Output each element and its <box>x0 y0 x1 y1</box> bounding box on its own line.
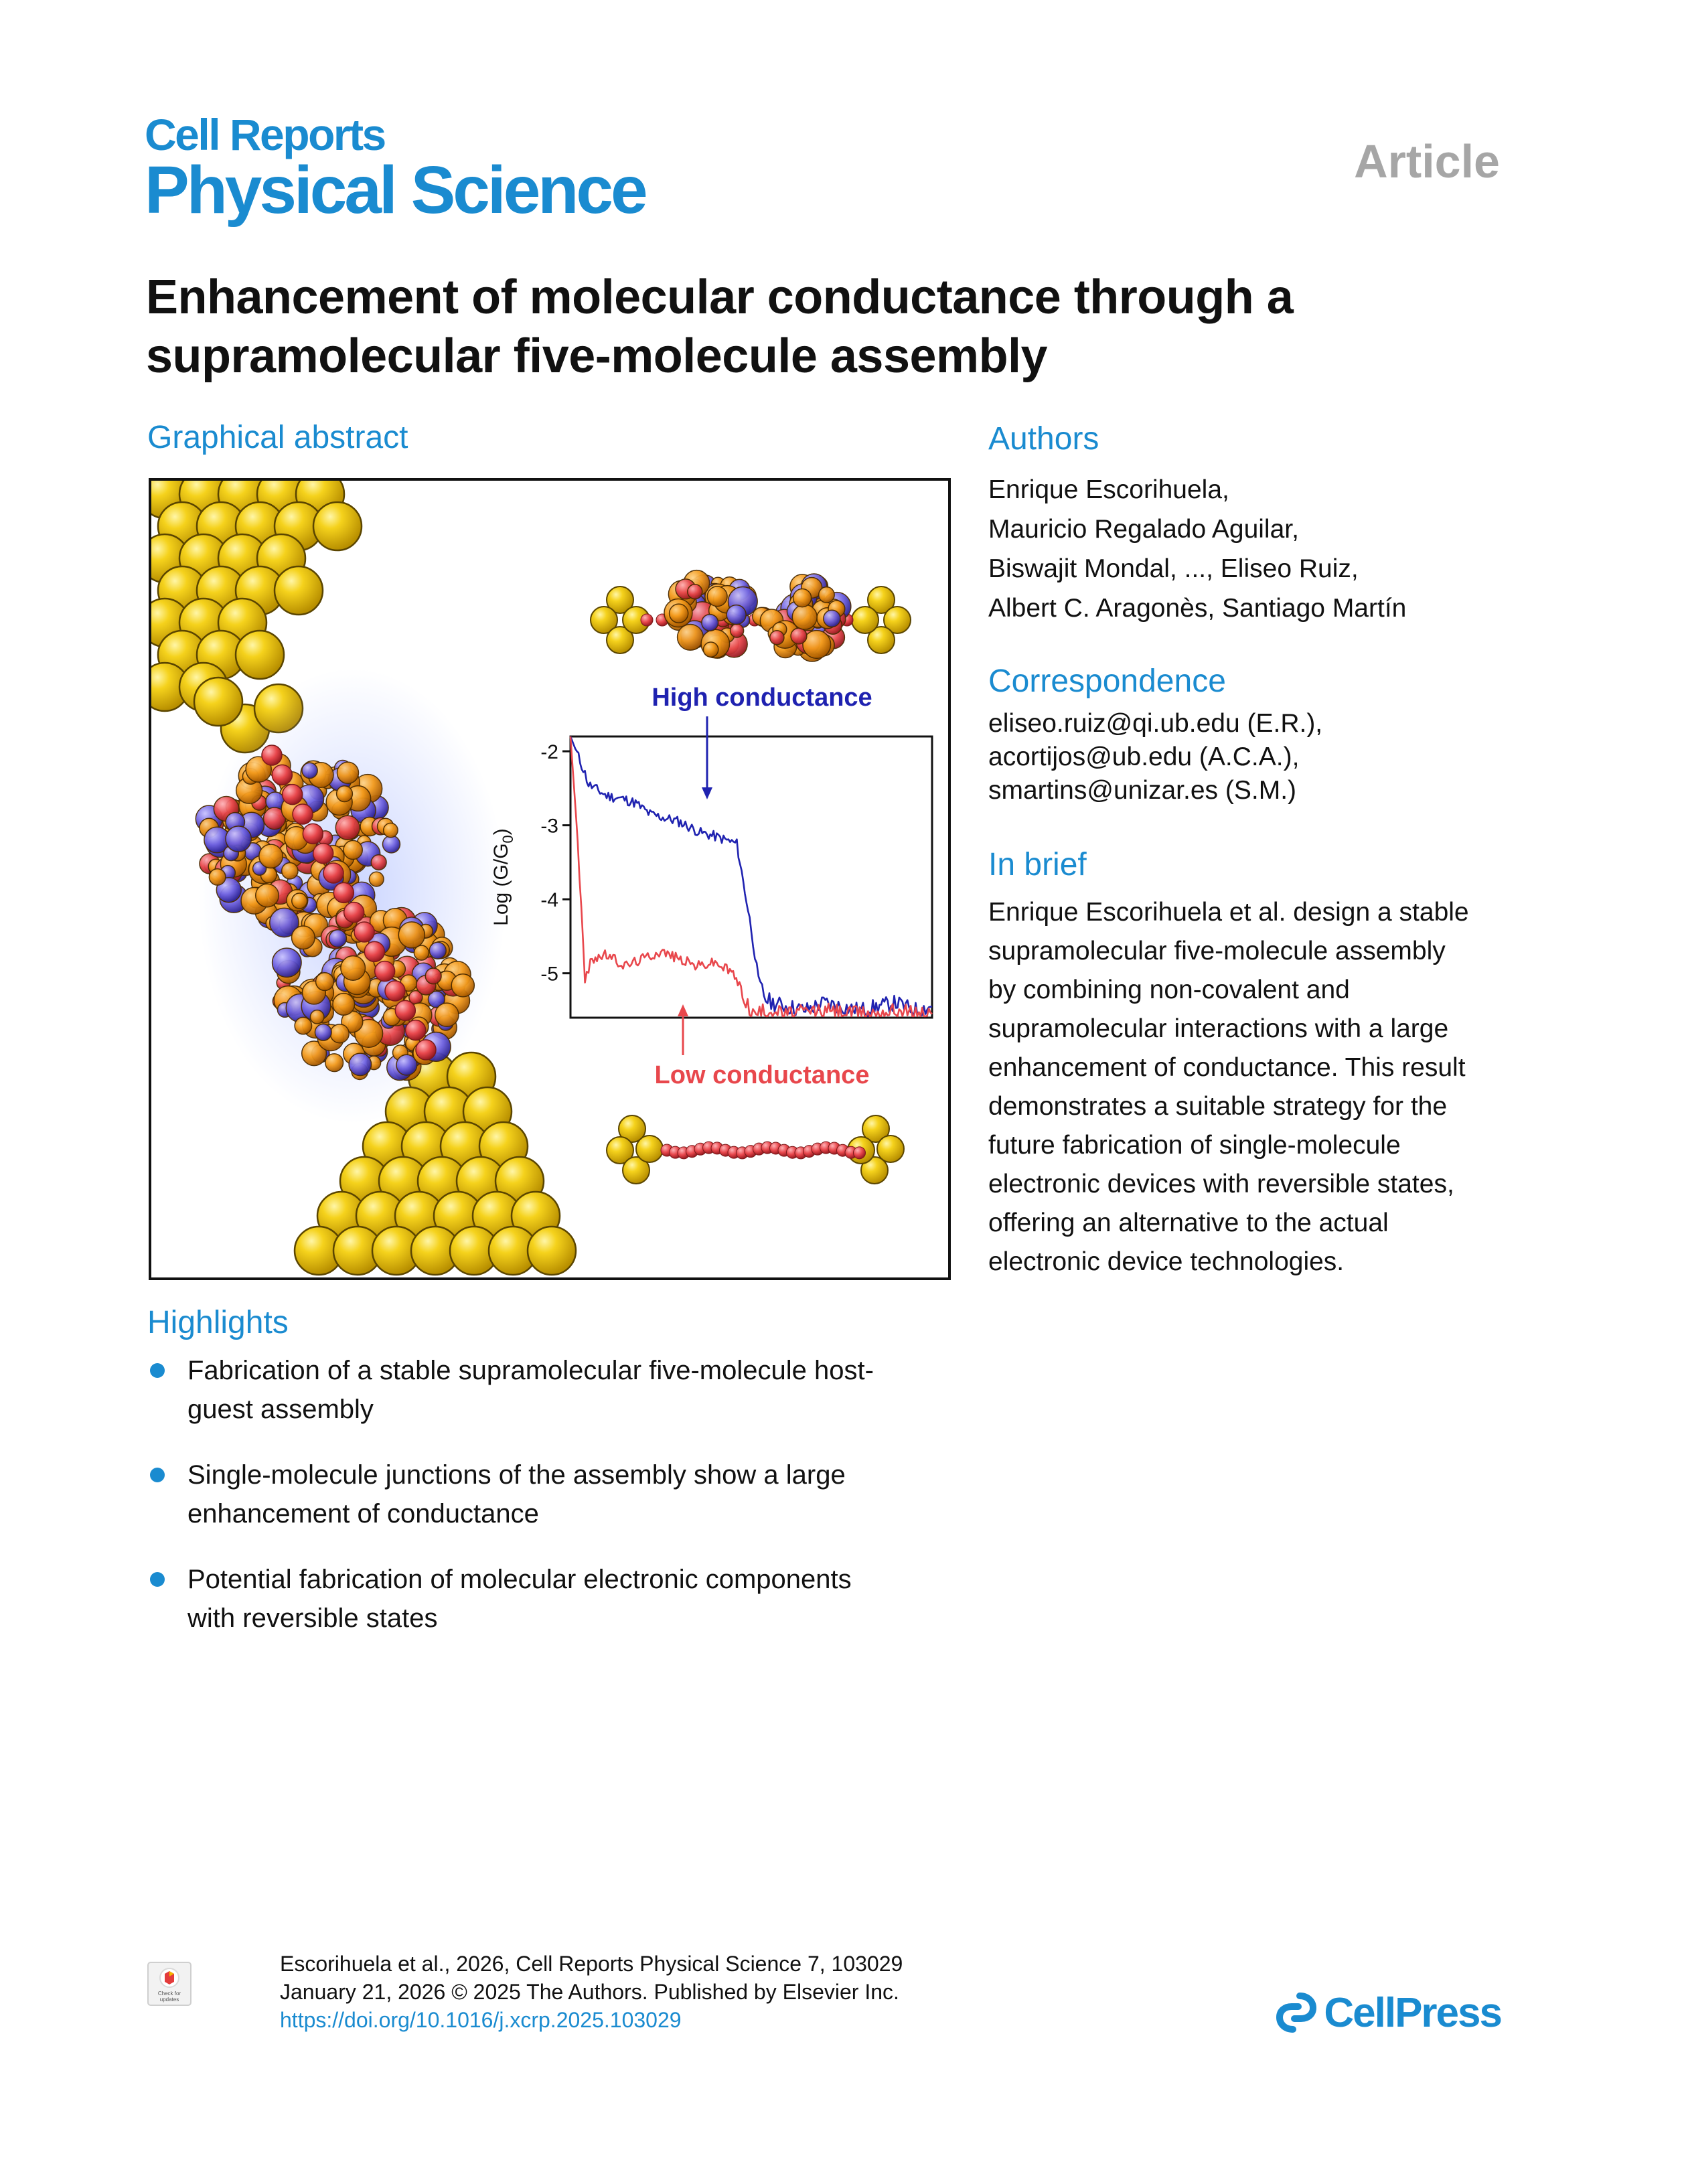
y-tick-label: -2 <box>540 741 558 764</box>
bullet-icon <box>150 1572 165 1587</box>
journal-name-line1: Cell Reports <box>145 110 385 159</box>
highlights-list <box>146 1351 963 1664</box>
in-brief-line: by combining non-covalent and <box>988 976 1350 1004</box>
graphical-abstract-figure <box>149 478 951 1280</box>
conductance-trace-chart <box>490 736 932 1018</box>
highlight-item: Potential fabrication of molecular electronic components with reversible states <box>146 1560 963 1638</box>
check-for-updates-badge[interactable] <box>147 1962 192 2006</box>
author-line: Enrique Escorihuela, <box>988 475 1229 504</box>
journal-name-line2: Physical Science <box>145 153 645 228</box>
y-tick-label: -3 <box>540 815 558 838</box>
bullet-icon <box>150 1468 165 1482</box>
doi-link[interactable]: https://doi.org/10.1016/j.xcrp.2025.103029 <box>280 2008 682 2032</box>
y-axis-label: Log $(G/G_0)$ <box>490 828 516 926</box>
extended-assembly-molecule <box>591 570 911 661</box>
in-brief-heading: In brief <box>988 847 1087 882</box>
in-brief-line: electronic devices with reversible states, <box>988 1170 1454 1198</box>
citation-line: Escorihuela et al., 2026, Cell Reports Physical Science 7, 103029 <box>280 1952 903 1976</box>
article-type-label: Article <box>1354 135 1500 187</box>
paper-title: Enhancement of molecular conductance through a supramolecular five-molecule assembly <box>146 270 1294 383</box>
svg-text:updates: updates <box>159 1997 179 2003</box>
svg-text:Check for: Check for <box>157 1991 181 1997</box>
email-link[interactable]: smartins@unizar.es (S.M.) <box>988 776 1297 805</box>
cellpress-wordmark: CellPress <box>1324 1989 1501 2036</box>
author-line: Mauricio Regalado Aguilar, <box>988 515 1299 544</box>
graphical-abstract-heading: Graphical abstract <box>147 420 408 455</box>
in-brief-line: enhancement of conductance. This result <box>988 1053 1466 1082</box>
plot-frame <box>570 736 932 1018</box>
single-molecule-wire <box>607 1115 904 1184</box>
cellpress-mark-icon <box>1274 1991 1318 2035</box>
in-brief-line: demonstrates a suitable strategy for the <box>988 1092 1448 1121</box>
highlights-heading: Highlights <box>147 1305 289 1340</box>
highlight-item: Fabrication of a stable supramolecular five-molecule host- guest assembly <box>146 1351 963 1429</box>
in-brief-line: supramolecular five-molecule assembly <box>988 937 1446 965</box>
highlight-item: Single-molecule junctions of the assembly show a large enhancement of conductance <box>146 1456 963 1533</box>
high-conductance-label: High conductance <box>652 684 872 712</box>
citation-footer <box>280 1950 903 2034</box>
email-link[interactable]: eliseo.ruiz@qi.ub.edu (E.R.), <box>988 709 1323 738</box>
in-brief-line: supramolecular interactions with a large <box>988 1014 1449 1043</box>
author-line: Albert C. Aragonès, Santiago Martín <box>988 594 1407 623</box>
in-brief-line: future fabrication of single-molecule <box>988 1131 1401 1160</box>
date-line: January 21, 2026 © 2025 The Authors. Published by Elsevier Inc. <box>280 1980 899 2004</box>
in-brief-line: offering an alternative to the actual <box>988 1208 1389 1237</box>
graphical-abstract-illustration <box>151 481 948 1277</box>
email-link[interactable]: acortijos@ub.edu (A.C.A.), <box>988 743 1300 771</box>
in-brief-line: Enrique Escorihuela et al. design a stable <box>988 898 1469 927</box>
authors-list <box>988 470 1406 628</box>
y-tick-label: -5 <box>540 963 558 986</box>
cellpress-logo <box>1274 1986 1501 2039</box>
author-line: Biswajit Mondal, ..., Eliseo Ruiz, <box>988 554 1359 583</box>
correspondence-heading: Correspondence <box>988 664 1226 699</box>
y-tick-label: -4 <box>540 889 558 912</box>
correspondence-list <box>988 707 1322 807</box>
low-conductance-label: Low conductance <box>654 1061 870 1089</box>
bullet-icon <box>150 1363 165 1378</box>
authors-heading: Authors <box>988 421 1099 457</box>
in-brief-text <box>988 893 1469 1281</box>
in-brief-line: electronic device technologies. <box>988 1247 1345 1276</box>
